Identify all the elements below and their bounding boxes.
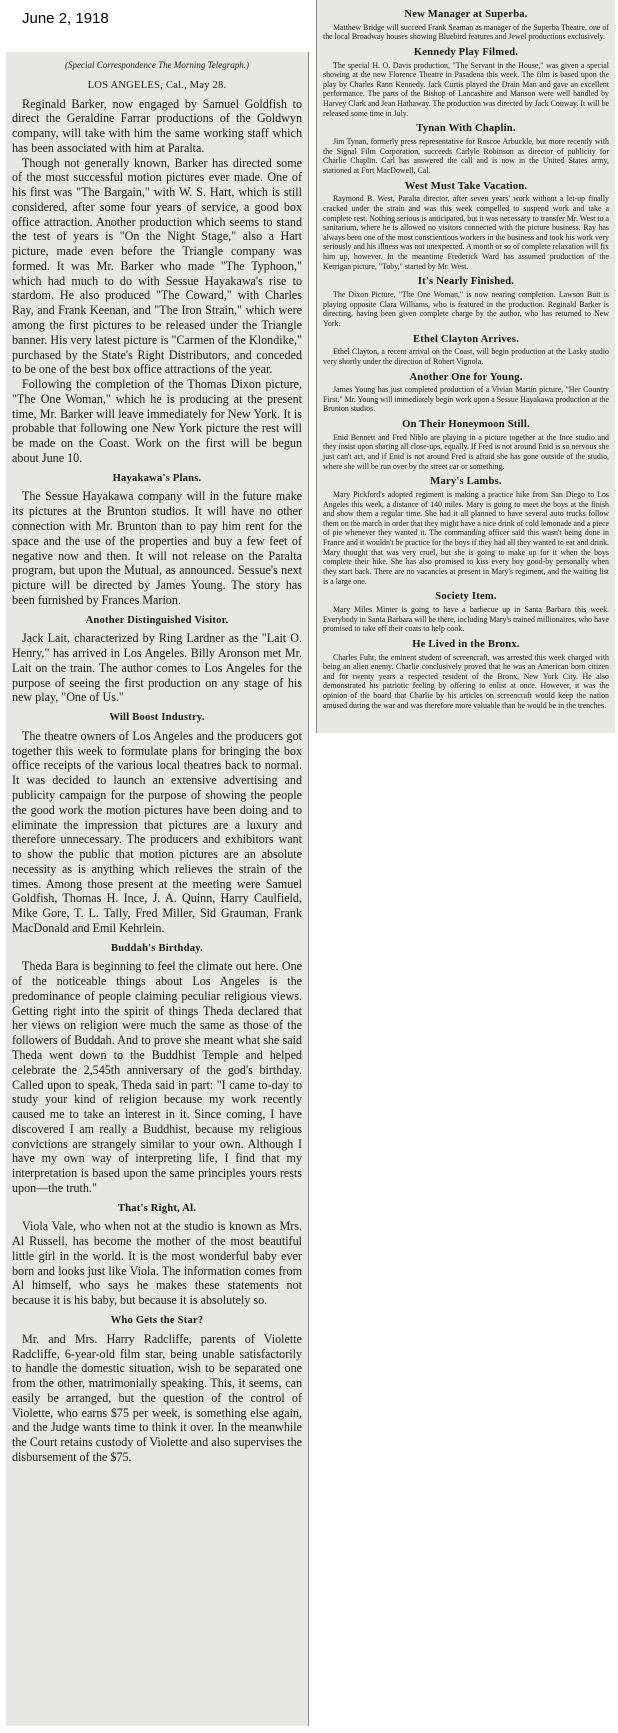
article xyxy=(12,614,302,706)
article xyxy=(12,472,302,608)
article xyxy=(323,335,609,367)
article-paragraph: The Sessue Hayakawa company will in the future make its pictures at the Brunton studios. It will have no other connection with Mr. Brunton than to pay him rent for the space and the use of the properties and buy a few feet of negative now and then. It will not release on the Paralta program, but upon the Mutual, as announced. Sessue's next picture will be directed by James Young. The story has been furnished by Frances Marion. xyxy=(12,489,302,607)
page-date: June 2, 1918 xyxy=(22,10,109,27)
article-paragraph: Theda Bara is beginning to feel the climate out here. One of the noticeable things about Los Angeles is the predominance of people claiming peculiar religious views. Getting right into the spirit of things Theda declared that her views on religion were much the same as those of the followers of Buddah. And to prove she meant what she said Theda went down to the Buddhist Temple and helped celebrate the 2,545th anniversary of the god's birthday. Called upon to speak, Theda said in part: "I came to-day to study your kind of religion because my work recently caused me to take an interest in it. Since coming, I have discovered I am really a Buddhist, because my religious convictions are strangely similar to your own. Although I have my own way of interpreting life, I find that my interpretation is based upon the same principles yours rests upon—the truth." xyxy=(12,959,302,1195)
article-headline: Tynan With Chaplin. xyxy=(416,123,516,135)
article-headline: Will Boost Industry. xyxy=(109,712,205,724)
article-headline: Society Item. xyxy=(435,591,497,603)
article xyxy=(323,477,609,586)
article-paragraph: James Young has just completed production of a Vivian Martin picture, "Her Country First." Mr. Young will immediately begin work upon a Sessue Hayakawa production at the Brunton studios. xyxy=(323,385,609,414)
article-paragraph: Reginald Barker, now engaged by Samuel Goldfish to direct the Geraldine Farrar productions of the Goldwyn company, will take with him the same working staff which has been associated with him at Paralta. xyxy=(12,96,302,155)
right-clipping xyxy=(316,0,615,733)
article xyxy=(323,124,609,175)
article xyxy=(323,420,609,471)
article-paragraph: The theatre owners of Los Angeles and the producers got together this week to formulate plans for bringing the box office receipts of the various local theatres back to normal. It was decided to launch an extensive advertising and publicity campaign for the purpose of showing the people the good work the motion pictures have been doing and to eliminate the impression that pictures are a luxury and therefore unnecessary. The producers and exhibitors want to show the public that motion pictures are an absolute necessity as is anything which relieves the strain of the times. Among those present at the meeting were Samuel Goldfish, Thomas H. Ince, J. A. Quinn, Harry Caulfield, Mike Gore, T. L. Tally, Fred Miller, Sid Grauman, Frank MacDonald and Emil Kehrlein. xyxy=(12,728,302,935)
article-headline: Buddah's Birthday. xyxy=(111,942,203,954)
article xyxy=(12,711,302,935)
article-paragraph: Raymond B. West, Paralta director, after seven years' work without a let-up finally cracked under the strain and was this week compelled to suspend work and take a complete rest. Nothing serious is anticipated, but it was necessary to transfer Mr. West to a sanitarium, where he is allowed no visitors connected with the picture business. Ray has always been one of the most conscientious workers in the business and took his work very seriously and his illness was not unexpected. A month or so of complete relaxation will fix him up, however. In the meantime Frederick Ward has assumed production of the Kerrigan picture, "Toby," started by Mr. West. xyxy=(323,194,609,271)
article-headline: He Lived in the Bronx. xyxy=(412,638,520,650)
article-headline: Kennedy Play Filmed. xyxy=(413,46,519,58)
article-headline: It's Nearly Finished. xyxy=(417,276,515,288)
article-headline: Hayakawa's Plans. xyxy=(112,472,202,484)
article-paragraph: Jack Lait, characterized by Ring Lardner as the "Lait O. Henry," has arrived in Los Angeles. Billy Aronson met Mr. Lait on the train. The author comes to Los Angeles for the purpose of seeing the first production on any stage of his new play, "One of Us." xyxy=(12,631,302,705)
article-paragraph: The Dixon Picture, "The One Woman," is now nearing completion. Lawson Butt is playing opposite Clara Williams, who is featured in the production. Reginald Barker is directing, having been given complete charge by the author, who has returned to New York. xyxy=(323,290,609,328)
article-paragraph: Following the completion of the Thomas Dixon picture, "The One Woman," which he is producing at the present time, Mr. Barker will leave immediately for New York. It is probable that following one New York picture the rest will be made on the Coast. Work on the first will be begun about June 10. xyxy=(12,377,302,465)
left-clipping xyxy=(6,52,309,1726)
right-articles xyxy=(323,10,609,710)
article-paragraph: Matthew Bridge will succeed Frank Seaman as manager of the Superba Theatre, one of the local Broadway houses showing Bluebird features and Jewel productions exclusively. xyxy=(323,22,609,42)
article xyxy=(323,640,609,710)
left-articles xyxy=(12,472,302,1465)
article-headline: On Their Honeymoon Still. xyxy=(402,419,530,431)
article-headline: Who Gets the Star? xyxy=(110,1315,204,1327)
article-paragraph: Ethel Clayton, a recent arrival on the Coast, will begin production at the Lasky studio very shortly under the direction of Robert Vignola. xyxy=(323,347,609,366)
lead-article xyxy=(12,97,302,466)
article-paragraph: Jim Tynan, formerly press representative for Roscoe Arbuckle, but more recently with the Signal Film Corporation, succeeds Carlyle Robinson as director of publicity for Charlie Chaplin. Carl has answered the call and is now in the United States army, stationed at Fort MacDowell, Cal. xyxy=(323,137,609,175)
article-paragraph: Charles Fuhr, the eminent student of screencraft, was arrested this week charged with being an alien enemy. Charlie conclusively proved that he was an American born citizen and for twenty years a respected resident of the Bronx, New York City. He also demonstrated his patriotic feeling by offering to enlist at once. However, it was the opinion of the board that Charlie by his articles on screencraft would keep the nation amused during the war and was therefore more valuable than he would be in the trenches. xyxy=(323,652,609,710)
article-paragraph: The special H. O. Davis production, "The Servant in the House," was given a special showing at the new Florence Theatre in Pasadena this week. The film is based upon the play by Charles Rann Kennedy. Jack Curtis played the Drain Man and gave an excellent performance. The parts of the Bishop of Lancashire and Manson were well handled by Harvey Clark and Jean Hathaway. The production was directed by Jack Conway. It will be released some time in July. xyxy=(323,60,609,118)
article-paragraph: Mr. and Mrs. Harry Radcliffe, parents of Violette Radcliffe, 6-year-old film star, being unable satisfactorily to handle the domestic situation, wish to be separated one from the other, matrimonially speaking. This, it seems, can easily be arranged, but the question of the control of Violette, who earns $75 per week, is something else again, and the Judge wants time to think it over. In the meanwhile the Court retains custody of Violette and also supervises the disbursement of the $75. xyxy=(12,1331,302,1464)
article-headline: Ethel Clayton Arrives. xyxy=(413,333,519,345)
article-paragraph: Viola Vale, who when not at the studio is known as Mrs. Al Russell, has become the mother of the most beautiful little girl in the world. It is the most wonderful baby ever born and looks just like Viola. The information comes from Al himself, who says he makes these statements not because it is his baby, but because it is absolutely so. xyxy=(12,1219,302,1308)
article xyxy=(323,592,609,634)
article-paragraph: Mary Pickford's adopted regiment is making a practice hike from San Diego to Los Angeles this week, a distance of 140 miles. Mary is going to meet the boys at the finish and show them a regular time. She had it all planned to have several auto trucks follow them on the march in order that they might have a nice drink of cold lemonade and a piece of pie whenever they wanted it. The commanding officer said this wasn't being done in France and it wouldn't be practice for the boys if they had all they wanted to eat and drink. Mary thought that was very cruel, but she is going to make up for it when the boys complete their hike. She has also promised to kiss every boy good-by personally when they start back. There are no vacancies at present in Mary's regiment, and the waiting list is a large one. xyxy=(323,489,609,586)
article xyxy=(323,373,609,415)
article-paragraph: Mary Miles Minter is going to have a barbecue up in Santa Barbara this week. Everybody in Santa Barbara will be there, including Mary's trained millionaires, who have promised to take off their coats to help cook. xyxy=(323,604,609,634)
article-headline: New Manager at Superba. xyxy=(404,9,528,20)
dateline: LOS ANGELES, Cal., May 28. xyxy=(87,79,227,91)
article xyxy=(323,10,609,42)
article-headline: That's Right, Al. xyxy=(117,1202,197,1214)
article-headline: West Must Take Vacation. xyxy=(404,180,528,192)
article xyxy=(323,182,609,272)
article-paragraph: Enid Bennett and Fred Niblo are playing in a picture together at the Ince studio and they insist upon sharing all close-ups, equally. If Fred is not around Enid is so nervous she just can't act, and if Enid is not around Fred is afraid she has gone outside of the studio, where she will be run over by the street car or something. xyxy=(323,432,609,471)
article xyxy=(323,48,609,118)
correspondence-credit: (Special Correspondence The Morning Telegraph.) xyxy=(64,60,250,70)
article xyxy=(12,942,302,1196)
article-paragraph: Though not generally known, Barker has directed some of the most successful motion pictures ever made. One of his first was "The Bargain," with W. S. Hart, which is still considered, after some four years of service, a good box office attraction. Another production which seems to stand the test of years is "On the Night Stage," also a Hart picture, made even before the Triangle company was formed. It was Mr. Barker who made "The Typhoon," which had much to do with Sessue Hayakawa's rise to stardom. He also produced "The Coward," with Charles Ray, and Frank Keenan, and "The Iron Strain," which were among the first pictures to be released under the Triangle banner. His very latest picture is "Carmen of the Klondike," purchased by the State's Right Distributors, and conceded to be one of the best box office attractions of the year. xyxy=(12,155,302,377)
article-headline: Mary's Lambs. xyxy=(430,476,502,488)
article xyxy=(323,277,609,328)
article-headline: Another Distinguished Visitor. xyxy=(85,614,229,626)
article xyxy=(12,1202,302,1308)
article xyxy=(12,1314,302,1465)
article-headline: Another One for Young. xyxy=(409,371,523,383)
